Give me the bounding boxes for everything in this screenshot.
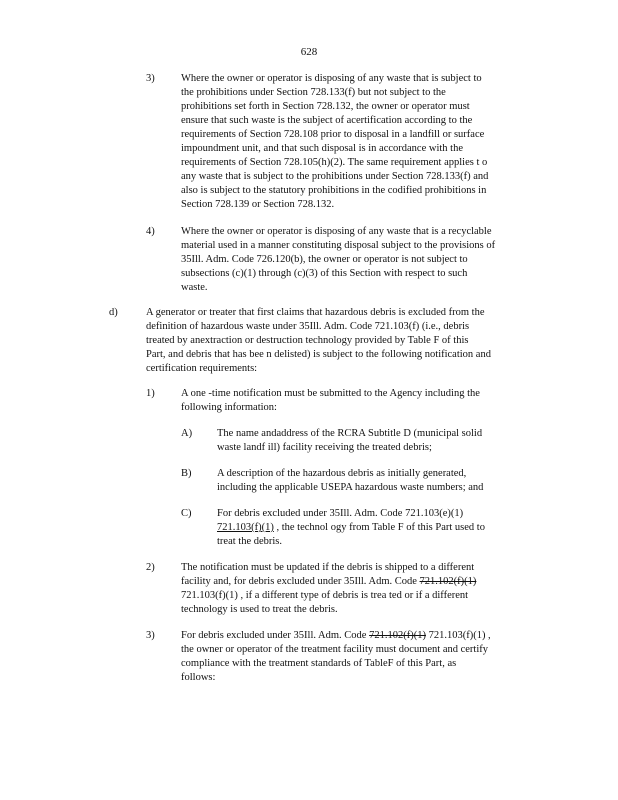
deleted-citation: 721.102(f)(1)	[419, 576, 477, 587]
paragraph-text: A generator or treater that first claims that hazardous debris is excluded from the definition of hazardous waste under 35Ill. Adm. Code 721.103(f) (i.e., debris treated by anextraction or destruction technology provided by Table F of this Part, and debris that has bee n delisted) is subject to the following notification and certification requirements:	[146, 307, 491, 374]
paragraph-text: A description of the hazardous debris as initially generated, including the applicable USEPA hazardous waste numbers; and	[217, 468, 484, 493]
paragraph-label: 2)	[146, 562, 155, 573]
paragraph-text: A one -time notification must be submitted to the Agency including the following information:	[181, 388, 480, 413]
paragraph-label: 4)	[146, 226, 155, 237]
page-number: 628	[300, 46, 318, 58]
paragraph-text: The name andaddress of the RCRA Subtitle D (municipal solid waste landf ill) facility receiving the treated debris;	[217, 428, 483, 453]
paragraph-label: C)	[181, 508, 192, 519]
paragraph-label: 3)	[146, 73, 155, 84]
deleted-citation: 721.102(f)(1)	[369, 630, 426, 641]
paragraph-label: 3)	[146, 630, 155, 641]
paragraph-label: B)	[181, 468, 192, 479]
paragraph-text: The notification must be updated if the debris is shipped to a different facility and, for debris excluded under 35Ill. Adm. Code 721.102(f)(1) 721.103(f)(1) , if a different type of debris is trea ted or if a different technology is used to treat the debris.	[181, 562, 477, 615]
paragraph-label: d)	[109, 307, 118, 318]
paragraph-text: For debris excluded under 35Ill. Adm. Code 721.103(e)(1) 721.103(f)(1) , the technol ogy from Table F of this Part used to treat the debris.	[217, 508, 485, 547]
paragraph-text: Where the owner or operator is disposing of any waste that is a recyclable material used in a manner constituting disposal subject to the provisions of 35Ill. Adm. Code 726.120(b), the owner or operator is not subject to subsections (c)(1) through (c)(3) of this Section with respect to such waste.	[181, 226, 496, 293]
paragraph-label: 1)	[146, 388, 155, 399]
paragraph-text: Where the owner or operator is disposing of any waste that is subject to the prohibitions under Section 728.133(f) but not subject to the prohibitions set forth in Section 728.132, the owner or operator must ensure that such waste is the subject of acertification according to the requirements of Section 728.108 prior to disposal in a landfill or surface impoundment unit, and that such disposal is in accordance with the requirements of Section 728.105(h)(2). The same requirement applies t o any waste that is subject to the prohibitions under Section 728.133(f) and also is subject to the statutory prohibitions in the codified prohibitions in Section 728.139 or Section 728.132.	[181, 73, 489, 210]
paragraph-label: A)	[181, 428, 193, 439]
paragraph-text: For debris excluded under 35Ill. Adm. Code 721.102(f)(1) 721.103(f)(1) , the owner or operator of the treatment facility must document and certify compliance with the treatment standards of TableF of this Part, as follows:	[181, 630, 491, 683]
inserted-citation: 721.103(f)(1)	[217, 522, 274, 533]
